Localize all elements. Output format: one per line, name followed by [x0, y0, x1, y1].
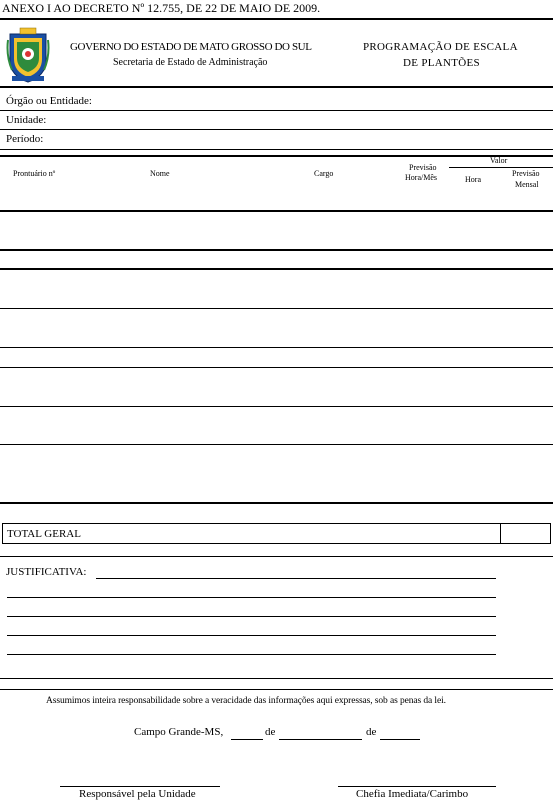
secretariat-name: Secretaria de Estado de Administração — [113, 57, 268, 68]
header-valor: Valor — [490, 156, 508, 165]
table-top-border — [0, 155, 553, 157]
header-previsao-mensal-2: Mensal — [515, 180, 539, 189]
total-geral-box — [2, 523, 551, 544]
responsibility-statement: Assumimos inteira responsabilidade sobre a veracidade das informações aqui expressas, sob as penas da lei. — [46, 696, 446, 706]
signature-label-right: Chefia Imediata/Carimbo — [356, 788, 469, 800]
signature-label-left: Responsável pela Unidade — [79, 788, 196, 800]
header-divider-top — [0, 18, 553, 20]
header-previsao-hora-mes-1: Previsão — [409, 163, 437, 172]
state-coat-of-arms — [6, 26, 50, 84]
government-name: GOVERNO DO ESTADO DE MATO GROSSO DO SUL — [70, 41, 312, 53]
table-row-line — [0, 347, 553, 348]
header-cargo: Cargo — [314, 169, 334, 178]
form-title-line1: PROGRAMAÇÃO DE ESCALA — [363, 41, 518, 53]
justificativa-line — [7, 616, 496, 617]
orgao-label: Órgão ou Entidade: — [6, 95, 92, 107]
justificativa-line — [7, 635, 496, 636]
table-row-line — [0, 249, 553, 251]
valor-underline — [449, 167, 553, 168]
date-city: Campo Grande-MS, — [134, 726, 224, 738]
decree-header: ANEXO I AO DECRETO Nº 12.755, DE 22 DE MAIO DE 2009. — [2, 1, 321, 15]
total-geral-divider — [500, 523, 501, 544]
justificativa-line — [7, 654, 496, 655]
table-row-line — [0, 367, 553, 368]
justificativa-bottom — [0, 678, 553, 679]
periodo-line — [0, 149, 553, 150]
header-previsao-mensal-1: Previsão — [512, 169, 540, 178]
header-hora: Hora — [465, 175, 481, 184]
table-row-line — [0, 308, 553, 309]
table-row-line — [0, 406, 553, 407]
justificativa-line — [96, 578, 496, 579]
date-month-blank — [279, 739, 362, 740]
orgao-line — [0, 110, 553, 111]
date-de-1: de — [265, 726, 276, 738]
statement-top-border — [0, 689, 553, 690]
table-bottom-border — [0, 502, 553, 504]
table-header-bottom — [0, 210, 553, 212]
unidade-line — [0, 129, 553, 130]
date-de-2: de — [366, 726, 377, 738]
table-row-line — [0, 268, 553, 270]
periodo-label: Período: — [6, 133, 44, 145]
date-year-blank — [380, 739, 420, 740]
date-day-blank — [231, 739, 263, 740]
table-row-line — [0, 444, 553, 445]
total-geral-label: TOTAL GERAL — [7, 528, 81, 540]
header-divider-bottom — [0, 86, 553, 88]
signature-line-right — [338, 786, 496, 787]
signature-line-left — [60, 786, 220, 787]
total-geral-underline — [0, 556, 553, 557]
unidade-label: Unidade: — [6, 114, 47, 126]
header-previsao-hora-mes-2: Hora/Mês — [405, 173, 437, 182]
header-nome: Nome — [150, 169, 170, 178]
header-prontuario: Prontuário nº — [13, 169, 56, 178]
justificativa-line — [7, 597, 496, 598]
justificativa-label: JUSTIFICATIVA: — [6, 566, 87, 578]
form-title-line2: DE PLANTÕES — [403, 57, 480, 69]
